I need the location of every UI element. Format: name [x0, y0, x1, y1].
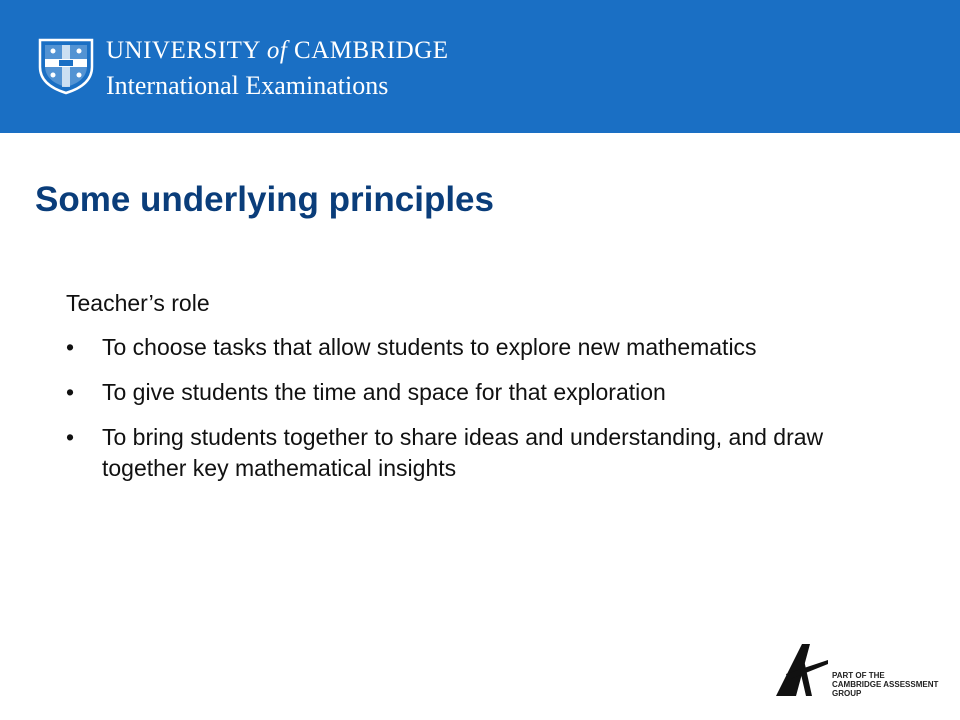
footer-text-line: CAMBRIDGE ASSESSMENT	[832, 680, 939, 689]
slide-content	[66, 288, 906, 498]
bullet-item	[66, 377, 906, 408]
logo-cambridge: CAMBRIDGE	[294, 37, 449, 64]
header-banner	[0, 0, 960, 133]
slide-title: Some underlying principles	[35, 180, 494, 219]
logo-line-1	[106, 38, 449, 63]
bullet-text: To give students the time and space for that exploration	[102, 379, 666, 405]
university-logo-text	[106, 38, 449, 99]
cambridge-assessment-logo	[772, 640, 942, 698]
bullet-item	[66, 332, 906, 363]
intro-text: Teacher’s role	[66, 290, 210, 316]
bullet-text: To choose tasks that allow students to explore new mathematics	[102, 334, 757, 360]
bullet-dot: •	[66, 334, 75, 360]
bullet-dot: •	[66, 424, 75, 450]
footer-text-line: GROUP	[832, 689, 862, 698]
bullet-text: To bring students together to share ideas and understanding, and draw together key mathematical insights	[102, 424, 824, 481]
logo-line-2: International Examinations	[106, 71, 389, 100]
logo-university: UNIVERSITY	[106, 37, 261, 64]
footer-text-line: PART OF THE	[832, 671, 885, 680]
cambridge-assessment-a-icon	[772, 640, 832, 698]
bullet-list	[66, 332, 906, 484]
logo-of: of	[266, 37, 288, 64]
bullet-dot: •	[66, 379, 75, 405]
university-crest-icon	[37, 37, 95, 95]
footer-group-text	[832, 671, 938, 698]
bullet-item	[66, 422, 906, 484]
